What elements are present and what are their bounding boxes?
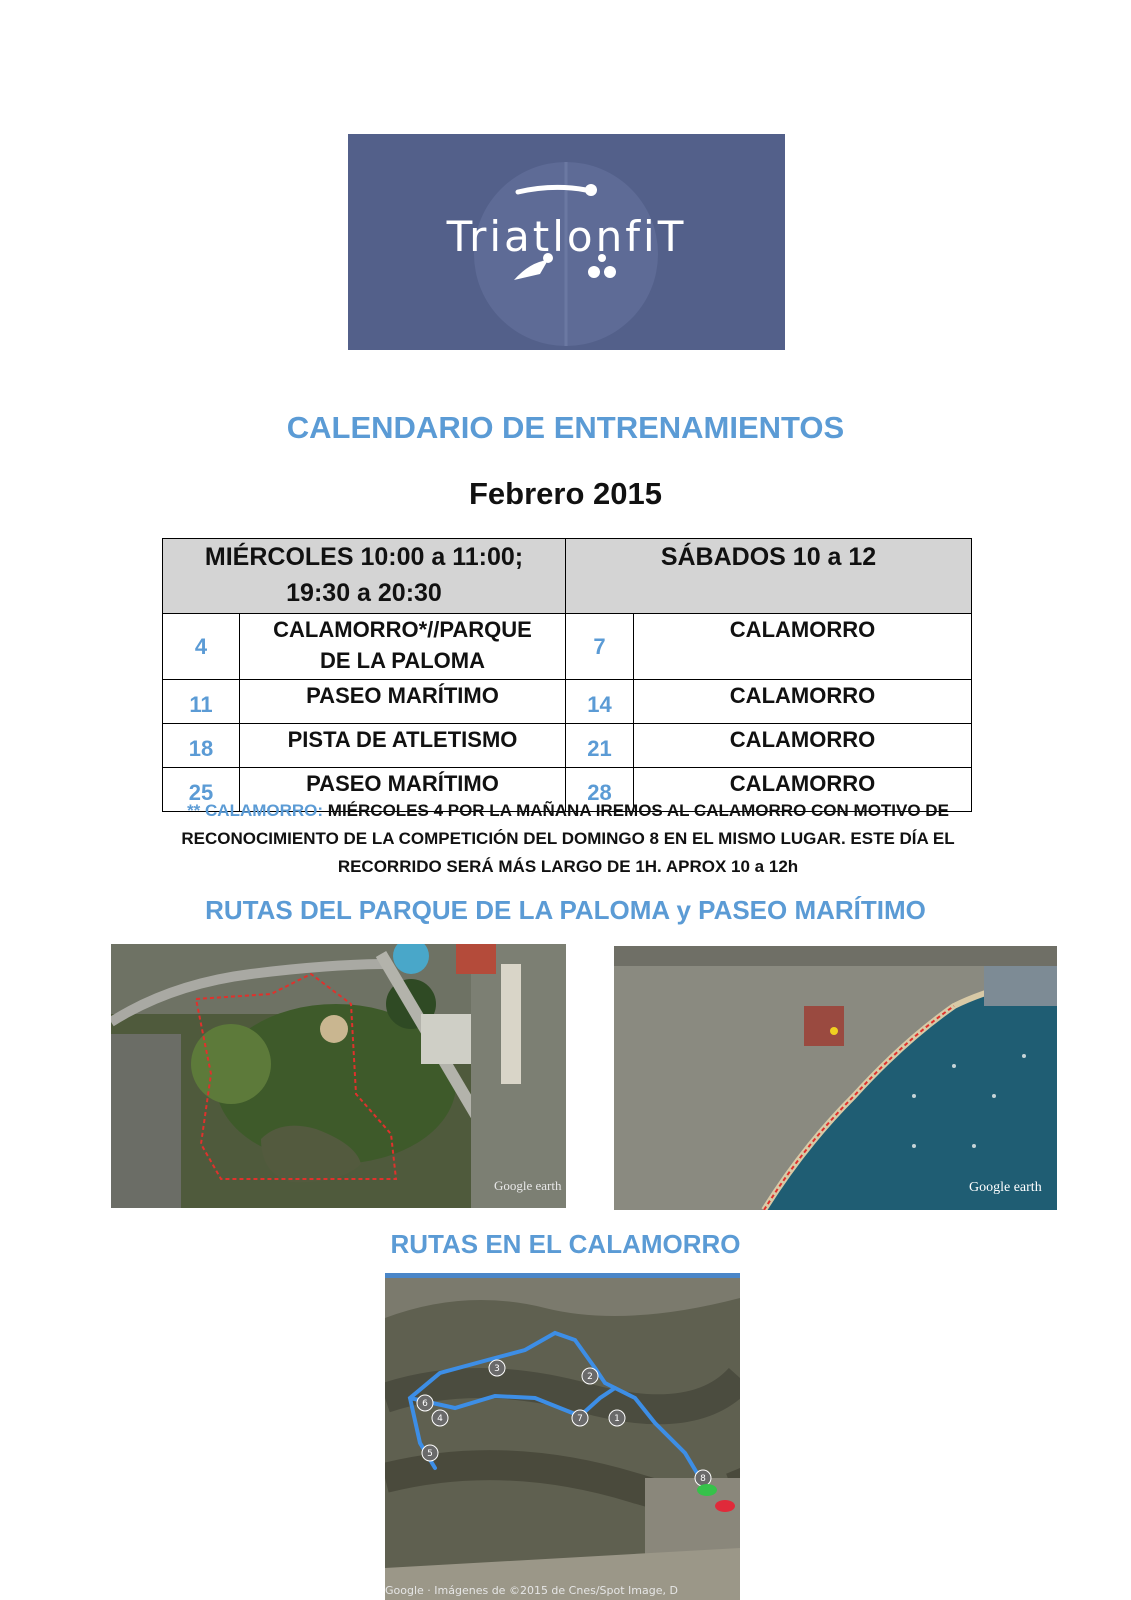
wednesday-activity: PASEO MARÍTIMO bbox=[240, 680, 566, 724]
training-calendar-table bbox=[162, 538, 972, 812]
note-line3: RECORRIDO SERÁ MÁS LARGO DE 1H. APROX 10 a 12h bbox=[337, 857, 799, 876]
calamorro-route-map bbox=[385, 1273, 740, 1600]
wednesday-header-line1: MIÉRCOLES 10:00 a 11:00; bbox=[204, 543, 524, 571]
wednesday-day: 11 bbox=[163, 680, 240, 724]
wednesday-day: 18 bbox=[163, 724, 240, 768]
saturday-header: SÁBADOS 10 a 12 bbox=[566, 539, 972, 614]
note-label: ** CALAMORRO: bbox=[187, 801, 324, 820]
wednesday-activity bbox=[240, 614, 566, 680]
wednesday-activity-line2: DE LA PALOMA bbox=[320, 648, 485, 673]
table-row bbox=[163, 724, 972, 768]
table-row bbox=[163, 680, 972, 724]
saturday-activity: CALAMORRO bbox=[634, 768, 972, 812]
wednesday-header-line2: 19:30 a 20:30 bbox=[286, 579, 442, 607]
section-title-calamorro: RUTAS EN EL CALAMORRO bbox=[390, 1229, 741, 1259]
saturday-day: 14 bbox=[566, 680, 634, 724]
saturday-day: 21 bbox=[566, 724, 634, 768]
waypoint-label: 3 bbox=[494, 1364, 500, 1374]
wednesday-day: 25 bbox=[163, 768, 240, 812]
end-marker bbox=[715, 1500, 735, 1512]
paloma-route-map bbox=[111, 944, 566, 1208]
coast-route-map bbox=[614, 946, 1057, 1210]
section-title-paloma: RUTAS DEL PARQUE DE LA PALOMA y PASEO MARÍTIMO bbox=[205, 895, 926, 925]
calamorro-note bbox=[160, 797, 976, 881]
note-line1: MIÉRCOLES 4 POR LA MAÑANA IREMOS AL CALAMORRO CON MOTIVO DE bbox=[323, 801, 949, 820]
waypoint-label: 4 bbox=[437, 1414, 443, 1424]
waypoint-label: 2 bbox=[587, 1372, 593, 1382]
saturday-day: 7 bbox=[566, 614, 634, 680]
saturday-day: 28 bbox=[566, 768, 634, 812]
wednesday-header bbox=[163, 539, 566, 614]
triatlonfit-logo bbox=[348, 134, 785, 350]
wednesday-day: 4 bbox=[163, 614, 240, 680]
saturday-activity: CALAMORRO bbox=[634, 680, 972, 724]
start-marker bbox=[697, 1484, 717, 1496]
paloma-map-watermark: Google earth bbox=[494, 1178, 562, 1193]
calamorro-map-credit: Google · Imágenes de ©2015 de Cnes/Spot Image, D bbox=[385, 1584, 678, 1597]
waypoint-label: 5 bbox=[427, 1449, 433, 1459]
coast-map-watermark: Google earth bbox=[969, 1180, 1042, 1195]
wednesday-activity: PASEO MARÍTIMO bbox=[240, 768, 566, 812]
table-row bbox=[163, 614, 972, 680]
logo-wordmark: TriatlonfiT bbox=[446, 212, 687, 261]
waypoint-label: 7 bbox=[577, 1414, 583, 1424]
note-line2: RECONOCIMIENTO DE LA COMPETICIÓN DEL DOMINGO 8 EN EL MISMO LUGAR. ESTE DÍA EL bbox=[181, 829, 955, 848]
page-title: CALENDARIO DE ENTRENAMIENTOS bbox=[286, 410, 845, 445]
month-heading: Febrero 2015 bbox=[469, 476, 662, 511]
waypoint-label: 1 bbox=[614, 1414, 620, 1424]
wednesday-activity: PISTA DE ATLETISMO bbox=[240, 724, 566, 768]
saturday-activity: CALAMORRO bbox=[634, 724, 972, 768]
wednesday-activity-line1: CALAMORRO*//PARQUE bbox=[273, 617, 532, 642]
waypoint-label: 8 bbox=[700, 1474, 706, 1484]
saturday-activity: CALAMORRO bbox=[634, 614, 972, 680]
waypoint-label: 6 bbox=[422, 1399, 428, 1409]
